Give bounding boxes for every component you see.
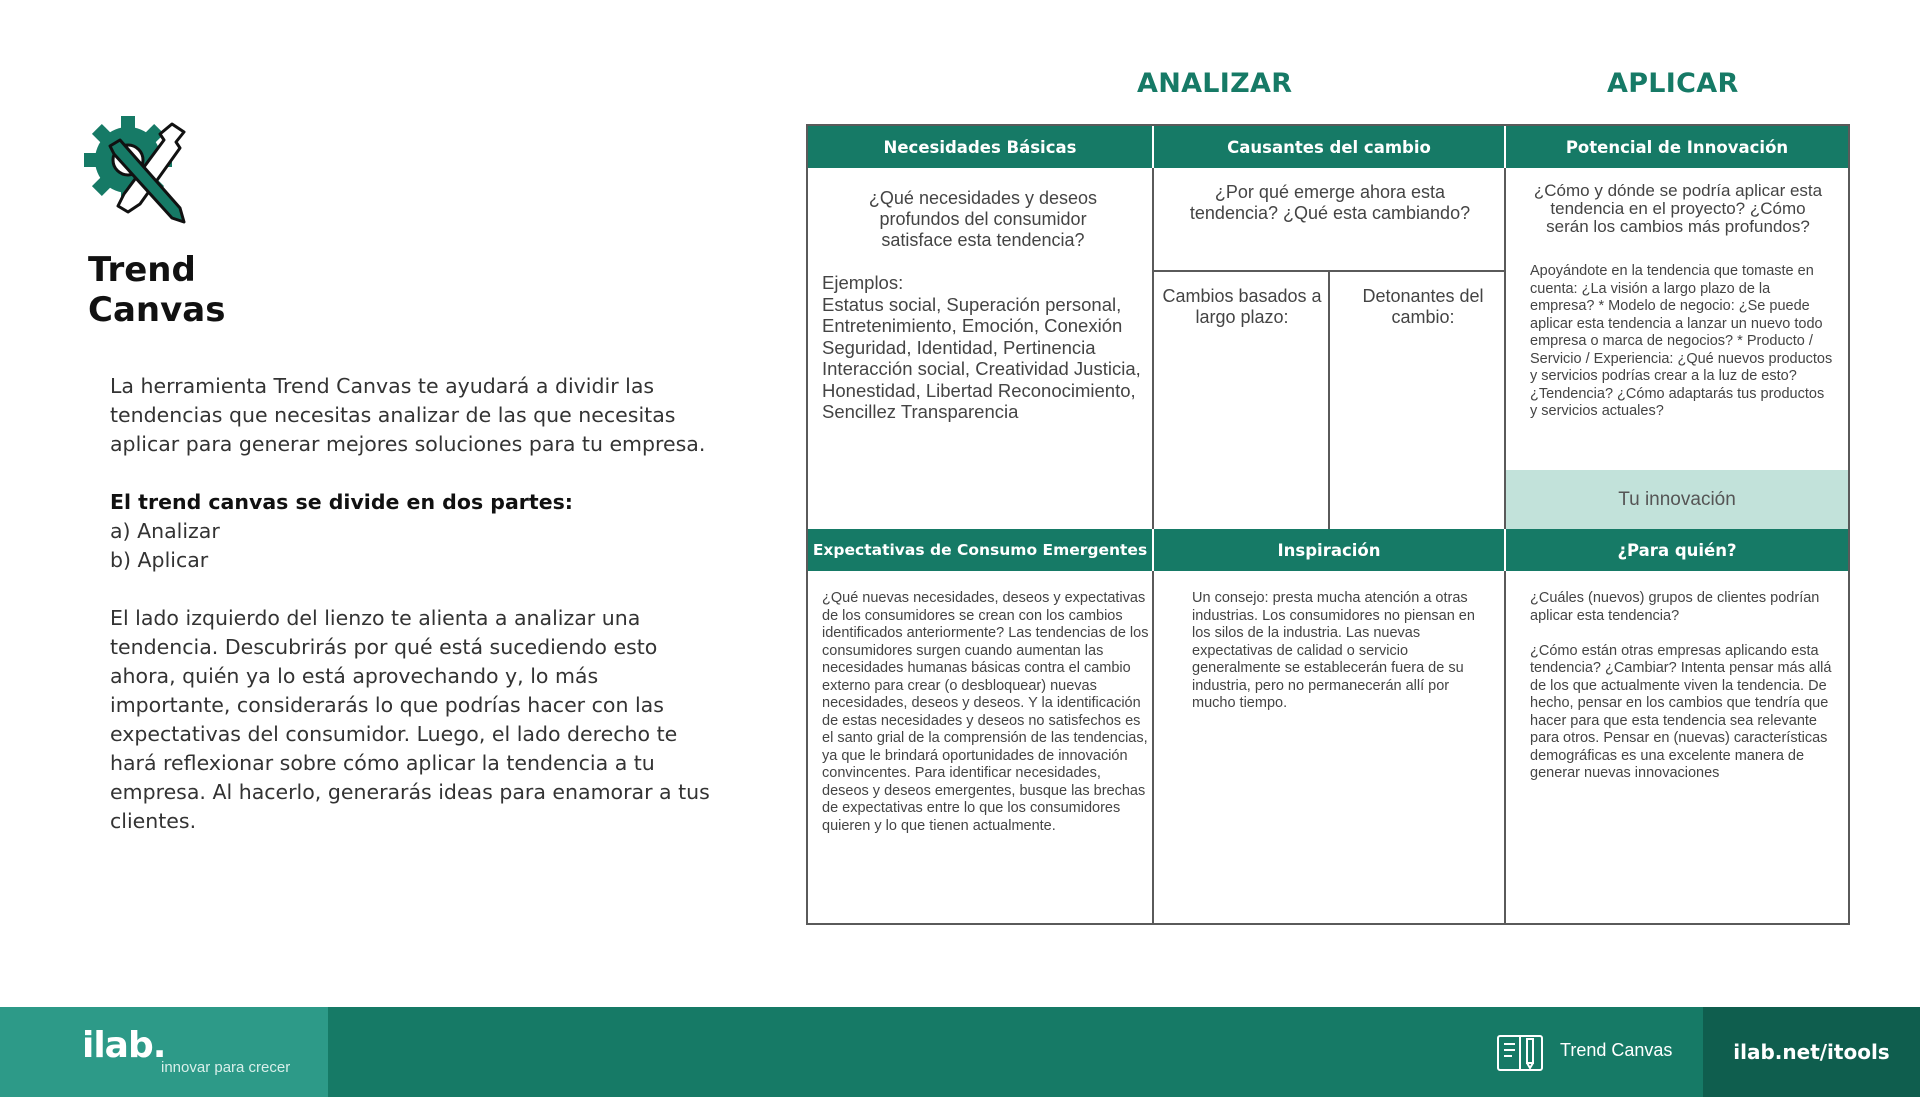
divider — [1504, 571, 1506, 923]
footer-canvas-label: Trend Canvas — [1560, 1040, 1673, 1060]
para-quien-paragraph-2: ¿Cómo están otras empresas aplicando esta tendencia? ¿Cambiar? Intenta pensar más allá de los que actualmente viven la tendencia. De hecho, pensar en los cambios que tendría que hacer para que esta tendencia sea relevante para otros. Pensar en (nuevas) características demográficas es una excelente manera de generar nuevas innovaciones — [1530, 642, 1832, 781]
header-expectativas: Expectativas de Consumo Emergentes — [808, 529, 1152, 571]
footer-brand-area — [0, 1007, 328, 1097]
section-aplicar: APLICAR — [1607, 68, 1739, 99]
header-causantes: Causantes del cambio — [1154, 126, 1504, 168]
parts-heading: El trend canvas se divide en dos partes: — [110, 490, 574, 514]
brand-logo: ilab. — [82, 1025, 166, 1066]
para-quien-body — [1530, 590, 1834, 800]
necesidades-examples — [822, 272, 1148, 423]
expectativas-body: ¿Qué nuevas necesidades, deseos y expectativas de los consumidores se crean con los cambios identificados anteriormente? Las tendencias de los consumidores surgen cuando aumentan las necesidades humanas básicas contra el cambio externo para crear (o desbloquear) nuevas necesidades, deseos y deseos. Y la identificación de estas necesidades y deseos no satisfechos es el santo grial de la comprensión de las tendencias, ya que le brindará oportunidades de innovación convincentes. Para identificar necesidades, deseos y deseos emergentes, busque las brechas de expectativas entre lo que los consumidores quieren y lo que tienen actualmente. — [822, 590, 1149, 834]
header-inspiracion: Inspiración — [1154, 529, 1504, 571]
trend-canvas-grid — [806, 124, 1850, 925]
header-para-quien: ¿Para quién? — [1506, 529, 1848, 571]
section-analizar: ANALIZAR — [1137, 68, 1293, 99]
cambios-largo-plazo: Cambios basados a largo plazo: — [1162, 286, 1322, 327]
header-potencial: Potencial de Innovación — [1506, 126, 1848, 168]
detonantes-cambio: Detonantes del cambio: — [1362, 286, 1484, 327]
gear-tools-icon — [80, 112, 200, 232]
notebook-icon — [1496, 1033, 1548, 1073]
part-a: a) Analizar — [110, 519, 220, 543]
examples-label: Ejemplos: — [822, 272, 904, 293]
necesidades-question: ¿Qué necesidades y deseos profundos del consumidor satisface esta tendencia? — [868, 188, 1098, 250]
page-title — [88, 250, 225, 330]
header-necesidades: Necesidades Básicas — [808, 126, 1152, 168]
title-line-2: Canvas — [88, 290, 226, 330]
part-b: b) Aplicar — [110, 548, 209, 572]
inspiracion-body: Un consejo: presta mucha atención a otras industrias. Los consumidores no piensan en los silos de la industria. Las nuevas expectativas de calidad o servicio generalmente se establecerán fuera de su industria, pero no permanecerán allí por mucho tiempo. — [1192, 590, 1475, 711]
para-quien-paragraph-1: ¿Cuáles (nuevos) grupos de clientes podrían aplicar esta tendencia? — [1530, 590, 1820, 624]
brand-tagline: innovar para crecer — [161, 1059, 291, 1076]
intro-text — [110, 372, 720, 865]
divider — [1154, 270, 1504, 272]
divider — [1152, 168, 1154, 529]
footer-url-link[interactable]: ilab.net/itools — [1703, 1007, 1920, 1097]
tu-innovacion-box: Tu innovación — [1506, 470, 1848, 529]
divider — [1328, 272, 1330, 529]
intro-paragraph-3: El lado izquierdo del lienzo te alienta a analizar una tendencia. Descubrirás por qué está sucediendo esto ahora, quién ya lo está aprovechando y, lo más importante, considerarás lo que podrías hacer con las expectativas del consumidor. Luego, el lado derecho te hará reflexionar sobre cómo aplicar la tendencia a tu empresa. Al hacerlo, generarás ideas para enamorar a tus clientes. — [110, 606, 710, 833]
potencial-body: Apoyándote en la tendencia que tomaste en cuenta: ¿La visión a largo plazo de la empresa? * Modelo de negocio: ¿Se puede aplicar esta tendencia a lanzar un nuevo todo empresa o marca de negocios? * Producto / Servicio / Experiencia: ¿Qué nuevos productos y servicios podrías crear a la luz de esto? ¿Tendencia? ¿Cómo adaptarás tus productos y servicios actuales? — [1530, 263, 1833, 419]
examples-list: Estatus social, Superación personal, Entretenimiento, Emoción, Conexión Seguridad, Identidad, Pertinencia Interacción social, Creatividad Justicia, Honestidad, Libertad Reconocimiento, Sencillez Transparencia — [822, 293, 1141, 422]
causantes-question: ¿Por qué emerge ahora esta tendencia? ¿Qué esta cambiando? — [1189, 182, 1471, 223]
divider — [1152, 571, 1154, 923]
intro-paragraph-1: La herramienta Trend Canvas te ayudará a dividir las tendencias que necesitas analizar de las que necesitas aplicar para generar mejores soluciones para tu empresa. — [110, 374, 706, 456]
title-line-1: Trend — [88, 250, 196, 290]
potencial-question: ¿Cómo y dónde se podría aplicar esta tendencia en el proyecto? ¿Cómo serán los cambios más profundos? — [1533, 181, 1823, 236]
footer — [0, 1007, 1920, 1097]
